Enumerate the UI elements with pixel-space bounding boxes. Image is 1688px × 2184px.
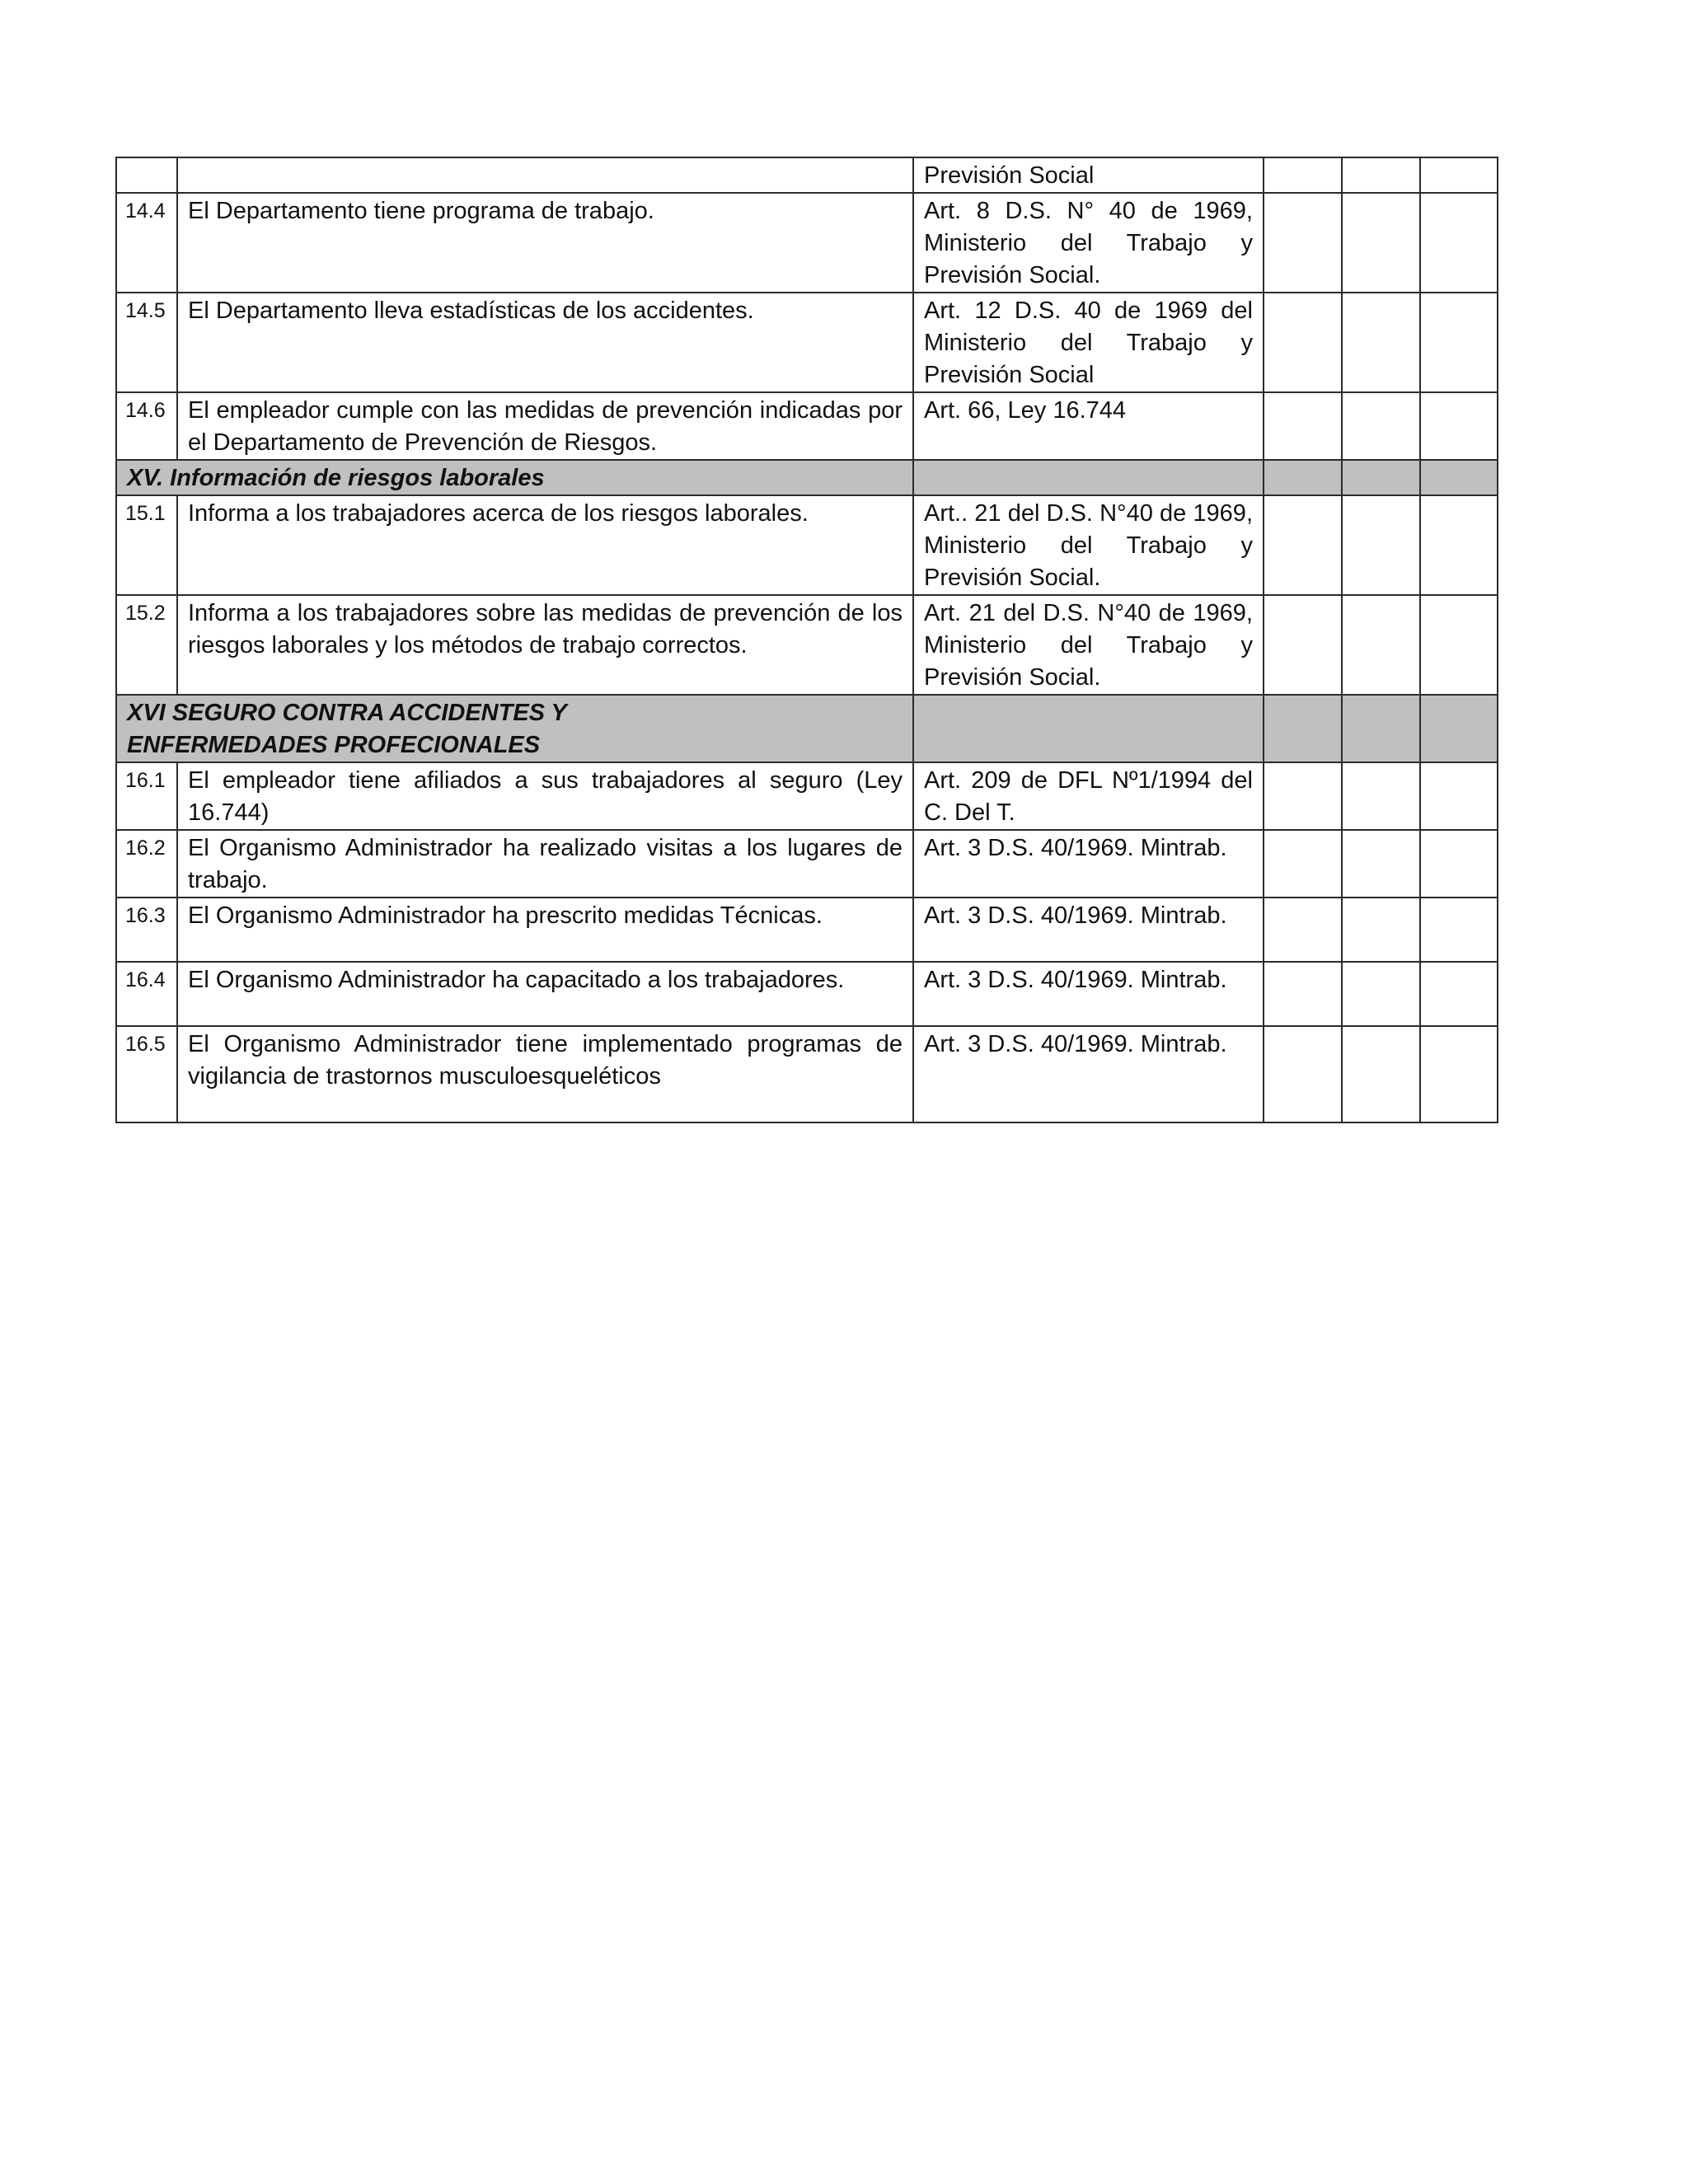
item-description: El Organismo Administrador ha prescrito medidas Técnicas. [177, 898, 913, 962]
item-description: Informa a los trabajadores sobre las medidas de prevención de los riesgos laborales y los métodos de trabajo correctos. [177, 595, 913, 695]
check-cell [1342, 830, 1420, 898]
check-cell [1342, 392, 1420, 460]
item-description [177, 157, 913, 193]
check-cell [1420, 392, 1498, 460]
check-cell [1342, 695, 1420, 762]
item-description: El Organismo Administrador tiene implementado programas de vigilancia de trastornos musculoesqueléticos [177, 1026, 913, 1122]
check-cell [1342, 157, 1420, 193]
item-number: 14.6 [116, 392, 177, 460]
table-row [116, 762, 1498, 830]
section-header-row [116, 460, 1498, 495]
item-number: 14.5 [116, 293, 177, 392]
check-cell [1420, 193, 1498, 293]
check-cell [1420, 962, 1498, 1026]
section-ref-cell [913, 460, 1264, 495]
table-row [116, 962, 1498, 1026]
check-cell [1420, 830, 1498, 898]
check-cell [1420, 293, 1498, 392]
check-cell [1264, 460, 1342, 495]
table-row [116, 830, 1498, 898]
table-row [116, 898, 1498, 962]
item-description: El empleador tiene afiliados a sus trabajadores al seguro (Ley 16.744) [177, 762, 913, 830]
legal-reference: Art. 8 D.S. N° 40 de 1969, Ministerio del Trabajo y Previsión Social. [913, 193, 1264, 293]
item-description: Informa a los trabajadores acerca de los riesgos laborales. [177, 495, 913, 595]
check-cell [1264, 157, 1342, 193]
check-cell [1264, 762, 1342, 830]
legal-reference: Art.. 21 del D.S. N°40 de 1969, Ministerio del Trabajo y Previsión Social. [913, 495, 1264, 595]
item-description: El Departamento lleva estadísticas de los accidentes. [177, 293, 913, 392]
table-row [116, 293, 1498, 392]
table-row [116, 595, 1498, 695]
item-description: El Organismo Administrador ha realizado visitas a los lugares de trabajo. [177, 830, 913, 898]
item-number: 16.1 [116, 762, 177, 830]
legal-reference: Art. 3 D.S. 40/1969. Mintrab. [913, 1026, 1264, 1122]
item-number: 14.4 [116, 193, 177, 293]
table-row [116, 157, 1498, 193]
section-title: XVI SEGURO CONTRA ACCIDENTES Y ENFERMEDADES PROFECIONALES [116, 695, 913, 762]
check-cell [1342, 762, 1420, 830]
legal-reference: Previsión Social [913, 157, 1264, 193]
check-cell [1264, 1026, 1342, 1122]
check-cell [1420, 1026, 1498, 1122]
item-description: El Departamento tiene programa de trabajo. [177, 193, 913, 293]
check-cell [1264, 898, 1342, 962]
item-number [116, 157, 177, 193]
checklist-table [115, 157, 1498, 1123]
item-description: El Organismo Administrador ha capacitado a los trabajadores. [177, 962, 913, 1026]
check-cell [1420, 595, 1498, 695]
check-cell [1342, 460, 1420, 495]
item-number: 16.4 [116, 962, 177, 1026]
check-cell [1264, 293, 1342, 392]
check-cell [1420, 495, 1498, 595]
check-cell [1264, 495, 1342, 595]
check-cell [1420, 695, 1498, 762]
legal-reference: Art. 12 D.S. 40 de 1969 del Ministerio del Trabajo y Previsión Social [913, 293, 1264, 392]
legal-reference: Art. 3 D.S. 40/1969. Mintrab. [913, 962, 1264, 1026]
table-row [116, 193, 1498, 293]
check-cell [1420, 762, 1498, 830]
check-cell [1342, 293, 1420, 392]
table-row [116, 1026, 1498, 1122]
check-cell [1264, 392, 1342, 460]
section-title: XV. Información de riesgos laborales [116, 460, 913, 495]
section-header-row [116, 695, 1498, 762]
check-cell [1342, 898, 1420, 962]
check-cell [1342, 495, 1420, 595]
section-ref-cell [913, 695, 1264, 762]
check-cell [1264, 830, 1342, 898]
item-number: 16.2 [116, 830, 177, 898]
check-cell [1342, 193, 1420, 293]
check-cell [1342, 962, 1420, 1026]
check-cell [1342, 1026, 1420, 1122]
check-cell [1420, 898, 1498, 962]
item-number: 15.1 [116, 495, 177, 595]
legal-reference: Art. 21 del D.S. N°40 de 1969, Ministerio del Trabajo y Previsión Social. [913, 595, 1264, 695]
check-cell [1342, 595, 1420, 695]
item-number: 16.3 [116, 898, 177, 962]
item-number: 16.5 [116, 1026, 177, 1122]
check-cell [1264, 962, 1342, 1026]
legal-reference: Art. 3 D.S. 40/1969. Mintrab. [913, 898, 1264, 962]
check-cell [1264, 695, 1342, 762]
legal-reference: Art. 3 D.S. 40/1969. Mintrab. [913, 830, 1264, 898]
table-row [116, 392, 1498, 460]
check-cell [1264, 595, 1342, 695]
legal-reference: Art. 66, Ley 16.744 [913, 392, 1264, 460]
item-description: El empleador cumple con las medidas de prevención indicadas por el Departamento de Prevención de Riesgos. [177, 392, 913, 460]
item-number: 15.2 [116, 595, 177, 695]
check-cell [1264, 193, 1342, 293]
table-row [116, 495, 1498, 595]
legal-reference: Art. 209 de DFL Nº1/1994 del C. Del T. [913, 762, 1264, 830]
check-cell [1420, 460, 1498, 495]
check-cell [1420, 157, 1498, 193]
